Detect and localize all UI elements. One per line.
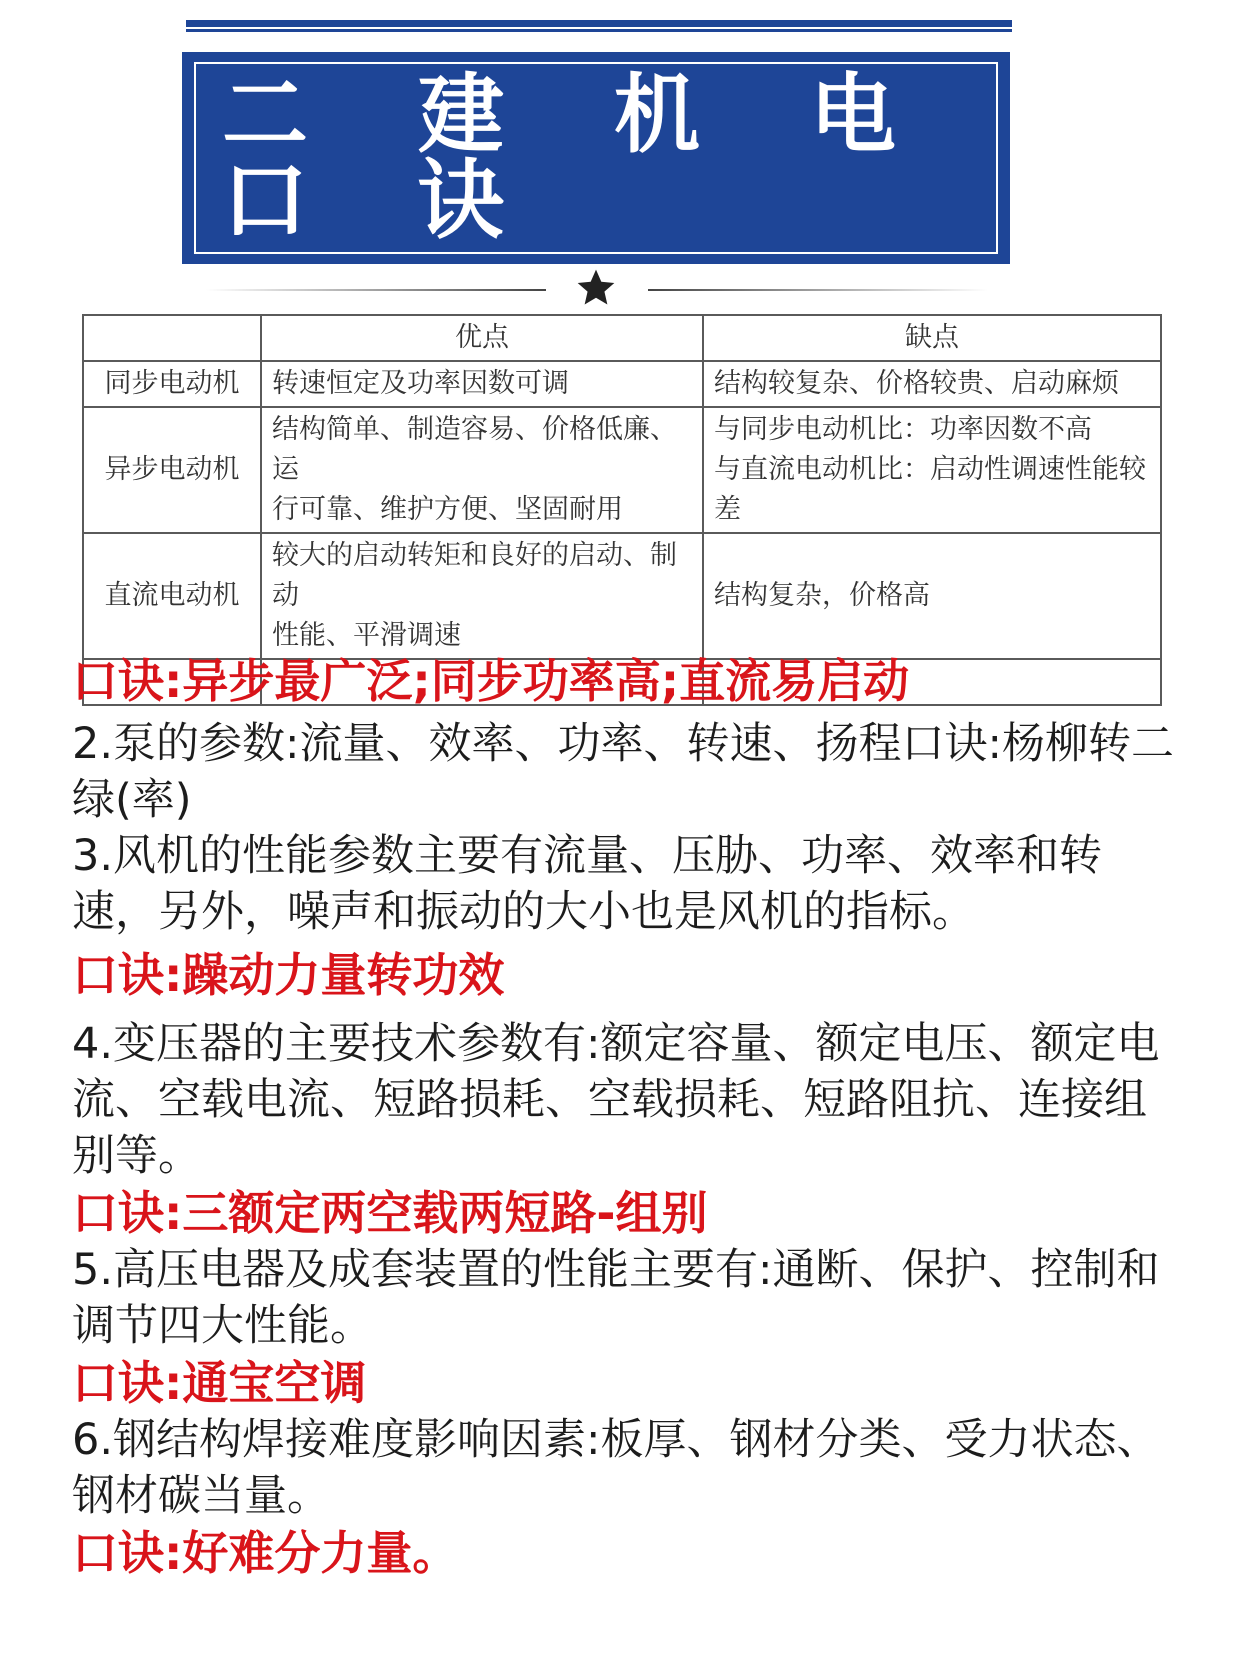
row-name: 直流电动机	[83, 533, 261, 659]
pros-line: 结构简单、制造容易、价格低廉、运	[272, 414, 677, 485]
notes-content	[72, 652, 1182, 1582]
paragraph-transformer: 4.变压器的主要技术参数有:额定容量、额定电压、额定电流、空载电流、短路损耗、空载损耗、短路阻抗、连接组别等。	[72, 1019, 1160, 1181]
pros-cell	[261, 533, 703, 659]
paragraph-pump: 2.泵的参数:流量、效率、功率、转速、扬程口诀:杨柳转二绿(率)	[72, 719, 1175, 825]
pros-cell	[261, 407, 703, 533]
mnemonic-steel-welding: 口诀:好难分力量。	[72, 1526, 459, 1580]
row-name: 异步电动机	[83, 407, 261, 533]
table-header-row	[83, 315, 1161, 361]
pros-line: 转速恒定及功率因数可调	[272, 368, 569, 399]
cons-line: 与同步电动机比：功率因数不高	[714, 414, 1092, 445]
divider-right	[648, 289, 988, 291]
cons-line: 差	[714, 494, 741, 525]
star-icon	[574, 266, 618, 310]
mnemonic-motors: 口诀:异步最广泛;同步功率高;直流易启动	[72, 654, 910, 708]
cons-cell	[703, 533, 1161, 659]
cons-cell	[703, 361, 1161, 407]
top-rule	[186, 20, 1012, 29]
pros-line: 行可靠、维护方便、坚固耐用	[272, 494, 623, 525]
header-cell-cons: 缺点	[703, 315, 1161, 361]
mnemonic-hv-switchgear: 口诀:通宝空调	[72, 1356, 367, 1410]
motor-comparison-table	[82, 314, 1160, 706]
table-row	[83, 407, 1161, 533]
cons-line: 与直流电动机比：启动性调速性能较	[714, 454, 1146, 485]
row-name: 同步电动机	[83, 361, 261, 407]
cons-line: 结构较复杂、价格较贵、启动麻烦	[714, 368, 1119, 399]
pros-cell	[261, 361, 703, 407]
header-cell-blank	[83, 315, 261, 361]
divider-left	[206, 289, 546, 291]
table-row	[83, 361, 1161, 407]
paragraph-fan: 3.风机的性能参数主要有流量、压胁、功率、效率和转速，另外，噪声和振动的大小也是风机的指标。	[72, 831, 1103, 937]
paragraph-hv-switchgear: 5.高压电器及成套装置的性能主要有:通断、保护、控制和调节四大性能。	[72, 1245, 1160, 1351]
page-title: 二 建 机 电 口 诀	[222, 65, 936, 251]
cons-cell	[703, 407, 1161, 533]
mnemonic-transformer: 口诀:三额定两空载两短路-组别	[72, 1186, 708, 1240]
cons-line: 结构复杂，价格高	[714, 580, 930, 611]
mnemonic-fan: 口诀:躁动力量转功效	[72, 948, 505, 1002]
title-banner	[182, 52, 1010, 264]
paragraph-steel-welding: 6.钢结构焊接难度影响因素:板厚、钢材分类、受力状态、钢材碳当量。	[72, 1415, 1160, 1521]
header-cell-pros: 优点	[261, 315, 703, 361]
pros-line: 较大的启动转矩和良好的启动、制动	[272, 540, 677, 611]
table-row	[83, 533, 1161, 659]
pros-line: 性能、平滑调速	[272, 620, 461, 651]
